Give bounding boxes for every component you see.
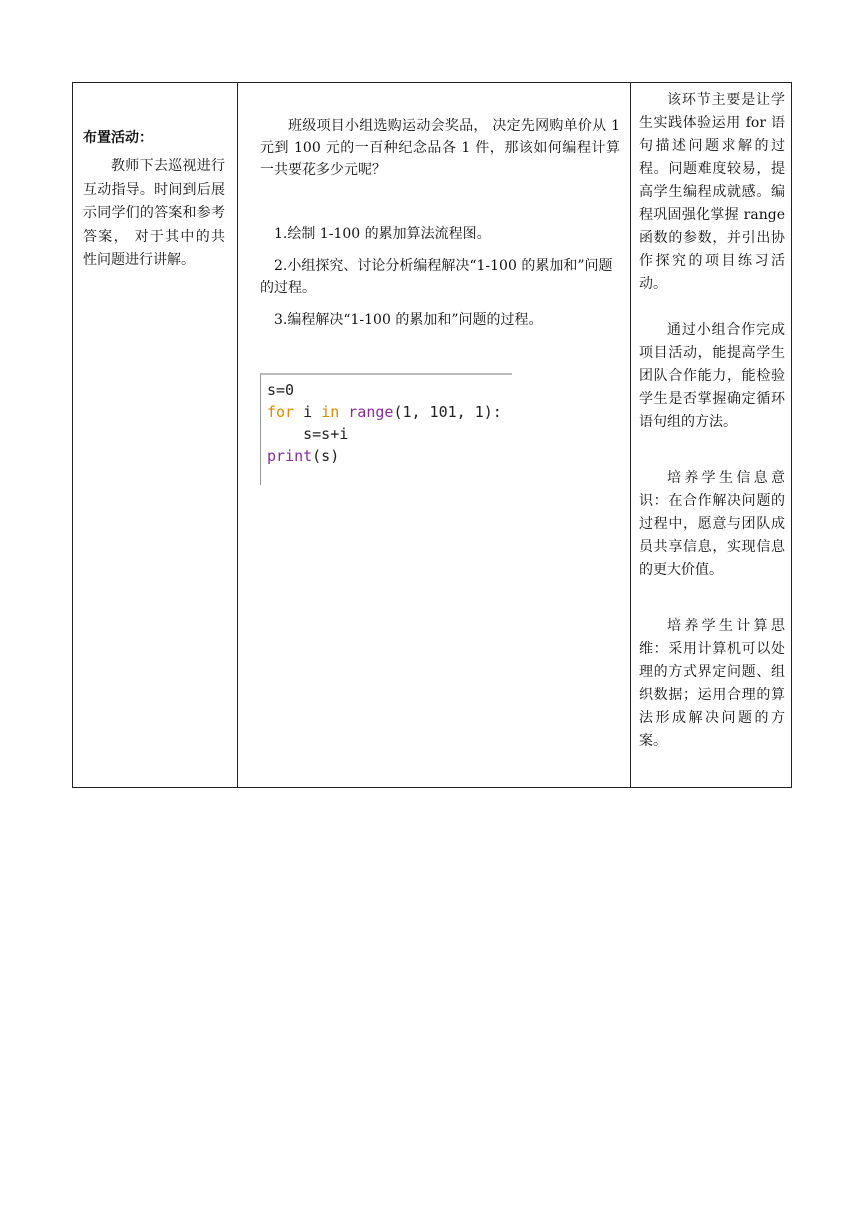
teacher-guidance-text: 教师下去巡视进行互动指导。时间到后展示同学们的答案和参考答案， 对于其中的共性问题进行讲解。 xyxy=(83,158,225,268)
design-note-4: 培养学生计算思维：采用计算机可以处理的方式界定问题、组织数据；运用合理的算法形成解决问题的方案。 xyxy=(639,618,785,749)
design-note-3: 培养学生信息意识：在合作解决问题的过程中，愿意与团队成员共享信息，实现信息的更大价值。 xyxy=(639,470,785,578)
table-row xyxy=(73,83,792,788)
activity-heading: 布置活动： xyxy=(83,130,153,146)
code-builtin-range: range xyxy=(339,403,394,421)
code-line-4 xyxy=(267,445,512,467)
code-line-2 xyxy=(267,401,512,423)
task-step-3: 3.编程解决“1-100 的累加和”问题的过程。 xyxy=(274,312,543,328)
design-intent-cell xyxy=(631,83,792,788)
lesson-plan-table xyxy=(72,82,792,788)
task-step-1: 1.绘制 1-100 的累加算法流程图。 xyxy=(274,226,491,242)
code-line-3: s=s+i xyxy=(267,425,349,443)
code-keyword-in: in xyxy=(321,403,340,421)
code-range-args: (1, 101, 1): xyxy=(393,403,502,421)
code-screenshot xyxy=(260,373,512,485)
task-step-2: 2.小组探究、讨论分析编程解决“1-100 的累加和”问题的过程。 xyxy=(260,258,613,296)
code-var-i: i xyxy=(294,403,322,421)
code-keyword-for: for xyxy=(267,403,295,421)
code-print-args: (s) xyxy=(312,447,340,465)
task-intro-paragraph: 班级项目小组选购运动会奖品， 决定先网购单价从 1 元到 100 元的一百种纪念品各 1 件，那该如何编程计算一共要花多少元呢？ xyxy=(260,118,620,178)
activity-cell xyxy=(73,83,238,788)
task-cell xyxy=(238,83,631,788)
design-note-2: 通过小组合作完成项目活动，能提高学生团队合作能力，能检验学生是否掌握确定循环语句组的方法。 xyxy=(639,322,785,430)
design-note-1: 该环节主要是让学生实践体验运用 for 语句描述问题求解的过程。问题难度较易，提高学生编程成就感。编程巩固强化掌握 range 函数的参数，并引出协作探究的项目练习活动。 xyxy=(639,92,785,292)
code-builtin-print: print xyxy=(267,447,313,465)
code-line-1: s=0 xyxy=(267,381,295,399)
